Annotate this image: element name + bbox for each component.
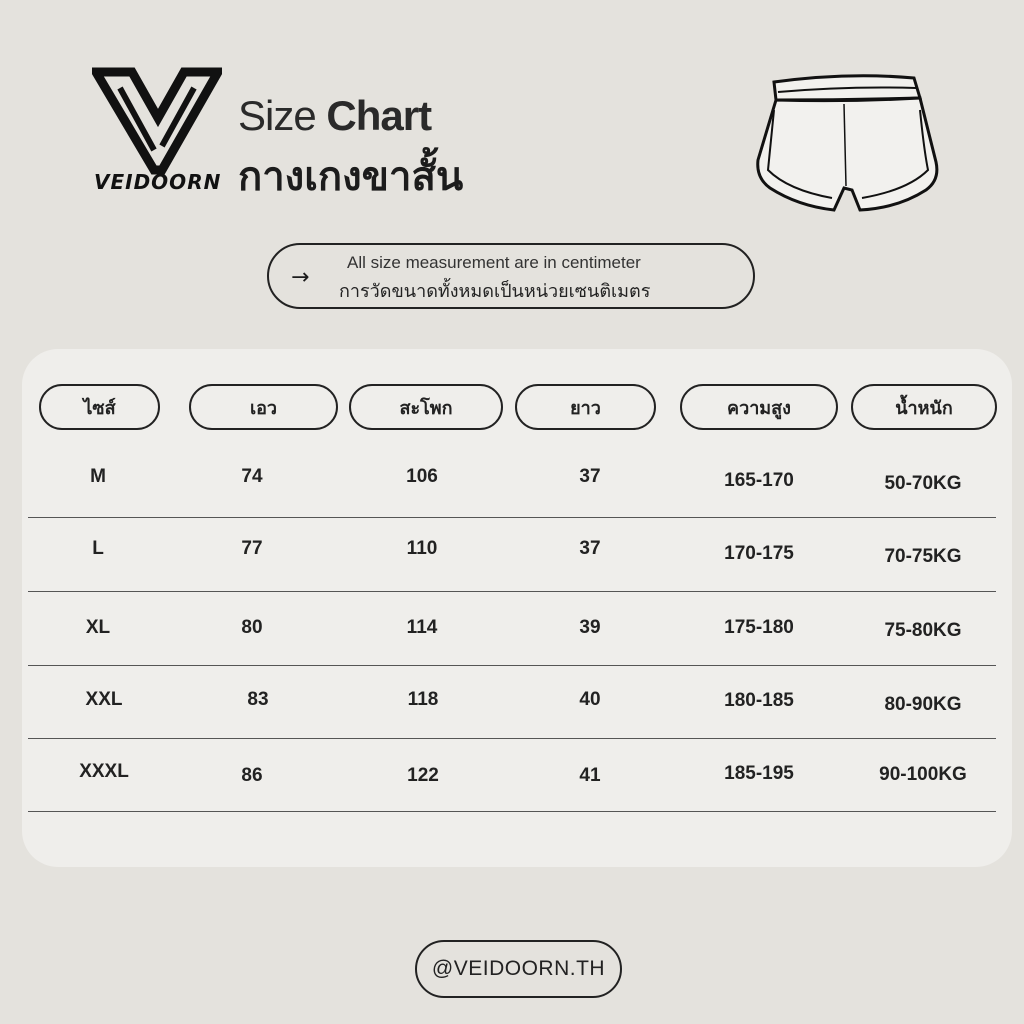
row-3-height: 175-180 [724,617,794,638]
brand-wordmark: VEIDOORN [94,170,222,194]
row-5-waist: 86 [241,765,263,786]
page-title [238,92,431,140]
row-5-size: XXXL [79,761,129,782]
row-4-weight: 80-90KG [884,694,962,715]
row-1-length: 37 [579,466,601,487]
row-2-hip: 110 [406,538,438,559]
row-3-hip: 114 [406,617,438,638]
header-waist: เอว [189,384,338,430]
row-2-waist: 77 [241,538,263,559]
title-bold: Chart [326,92,432,139]
row-1-size: M [90,466,106,487]
row-1-height: 165-170 [724,470,794,491]
row-4-length: 40 [579,689,601,710]
row-2-length: 37 [579,538,601,559]
row-2-weight: 70-75KG [884,546,962,567]
row-5-height: 185-195 [724,763,794,784]
note-thai: การวัดขนาดทั้งหมดเป็นหน่วยเซนติเมตร [339,281,651,302]
row-3-length: 39 [579,617,601,638]
brand-logo-icon [92,66,222,176]
row-3-weight: 75-80KG [884,620,962,641]
row-1-weight: 50-70KG [884,473,962,494]
row-2-size: L [92,538,104,559]
row-4-hip: 118 [407,689,439,710]
row-1-hip: 106 [406,466,438,487]
row-2-height: 170-175 [724,543,794,564]
row-divider [28,738,996,739]
row-3-waist: 80 [241,617,263,638]
row-divider [28,665,996,666]
row-5-weight: 90-100KG [879,764,967,785]
row-4-waist: 83 [247,689,269,710]
measurement-note [267,243,755,309]
note-english: All size measurement are in centimeter [347,253,641,272]
row-4-size: XXL [85,689,123,710]
row-divider [28,811,996,812]
row-5-length: 41 [579,765,601,786]
row-5-hip: 122 [407,765,439,786]
header-weight: น้ำหนัก [851,384,997,430]
header-height: ความสูง [680,384,838,430]
title-light: Size [238,92,316,139]
arrow-right-icon: → [291,265,310,290]
page-subtitle-thai: กางเกงขาสั้น [238,154,464,200]
row-1-waist: 74 [241,466,263,487]
row-divider [28,517,996,518]
header-size: ไซส์ [39,384,160,430]
header-length: ยาว [515,384,656,430]
header-hip: สะโพก [349,384,503,430]
row-divider [28,591,996,592]
row-3-size: XL [85,617,111,638]
social-handle: @VEIDOORN.TH [415,940,622,998]
row-4-height: 180-185 [724,690,794,711]
shorts-illustration-icon [748,70,944,224]
